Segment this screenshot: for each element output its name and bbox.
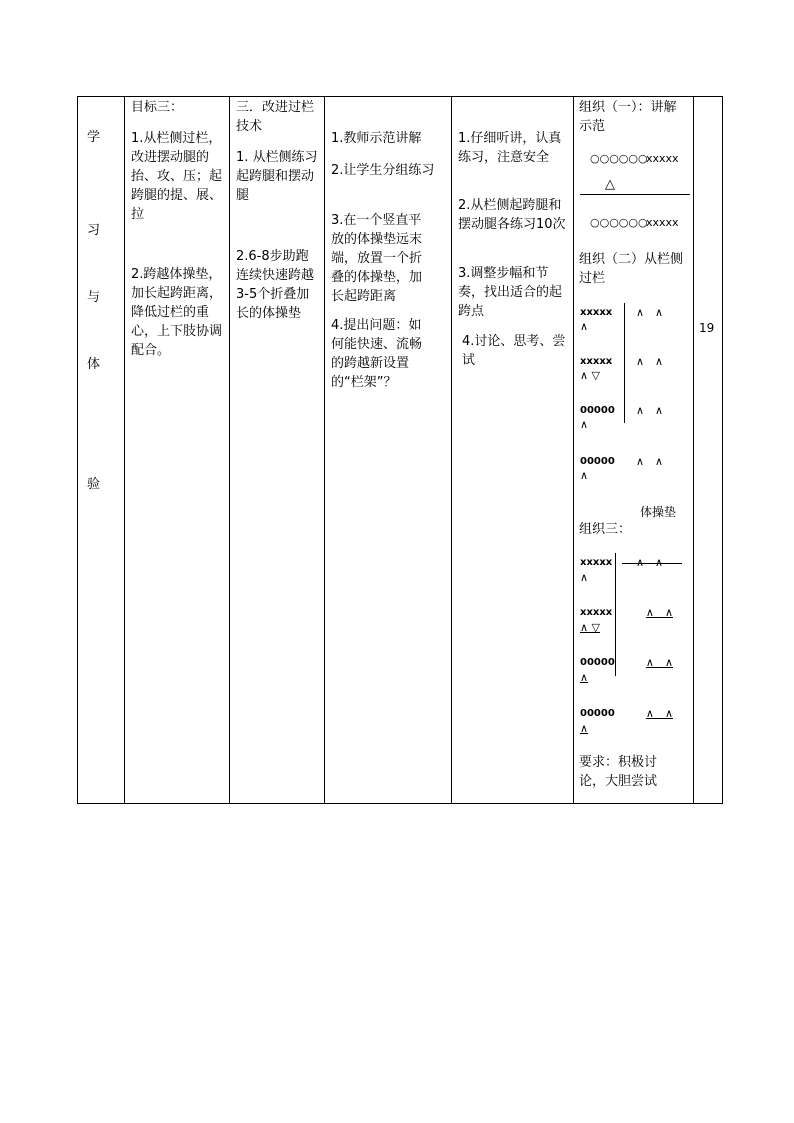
org3-row-left: 00000 xyxy=(580,708,615,719)
content-item: 1. 从栏侧练习起跨腿和摆动腿 xyxy=(236,150,318,203)
org3-row-right: ∧ ∧ xyxy=(636,556,664,569)
student-item: 4.讨论、思考、尝试 xyxy=(462,334,566,368)
lesson-plan-table xyxy=(77,96,723,804)
teacher-item: 3.在一个竖直平放的体操垫远末端，放置一个折叠的体操垫，加长起跨距离 xyxy=(331,213,423,304)
org2-row-left: 00000 xyxy=(580,456,615,467)
org2-row-left: xxxxx xyxy=(580,356,613,367)
org2-row-right: ∧ ∧ xyxy=(636,306,664,319)
time-cell xyxy=(694,97,723,804)
org2-row-right: ∧ ∧ xyxy=(636,355,664,368)
org2-title: 组织（二）从栏侧过栏 xyxy=(579,252,684,286)
divider-line xyxy=(580,194,690,195)
org2-row-below: ∧ ▽ xyxy=(580,369,601,382)
org2-row-right: ∧ ∧ xyxy=(636,455,664,468)
section-char: 体 xyxy=(87,357,101,372)
hurdle-line xyxy=(615,553,616,676)
teacher-item: 1.教师示范讲解 xyxy=(331,131,422,146)
org3-row-right: ∧ ∧ xyxy=(645,707,673,720)
org3-row-below: ∧ xyxy=(580,671,589,684)
org2-row-below: ∧ xyxy=(580,320,589,333)
student-item: 1.仔细听讲，认真练习，注意安全 xyxy=(458,131,562,165)
org3-row-right: ∧ ∧ xyxy=(645,656,673,669)
org2-row-left: 00000 xyxy=(580,405,615,416)
table-row xyxy=(78,97,723,804)
org1-row2-left: ○○○○○○ xyxy=(590,216,648,229)
org2-row-below: ∧ xyxy=(580,469,589,482)
objectives-heading: 目标三： xyxy=(131,100,184,115)
content-item: 2.6-8步助跑连续快速跨越3-5个折叠加长的体操垫 xyxy=(236,249,315,321)
section-char: 学 xyxy=(87,130,101,145)
teacher-item: 4.提出问题：如何能快速、流畅的跨越新设置的“栏架”？ xyxy=(331,318,423,390)
teacher-triangle-icon: △ xyxy=(605,177,615,192)
student-activity-cell xyxy=(452,97,574,804)
org1-row2-right: xxxxx xyxy=(646,216,679,229)
org3-row-left: xxxxx xyxy=(580,607,613,618)
content-heading: 三．改进过栏技术 xyxy=(236,100,315,134)
time-value: 19 xyxy=(699,321,715,335)
student-item: 2.从栏侧起跨腿和摆动腿各练习10次 xyxy=(458,198,566,232)
requirement-text: 要求：积极讨论，大胆尝试 xyxy=(579,755,658,789)
org2-row-left: xxxxx xyxy=(580,307,613,318)
organization-cell xyxy=(574,97,694,804)
org3-row-left: xxxxx xyxy=(580,557,613,568)
hurdle-line xyxy=(624,303,625,423)
content-cell xyxy=(230,97,325,804)
objective-item: 2.跨越体操垫，加长起跨距离，降低过栏的重心，上下肢协调配合。 xyxy=(131,267,223,358)
org2-row-right: ∧ ∧ xyxy=(636,404,664,417)
teacher-activity-cell xyxy=(325,97,452,804)
objective-item: 1.从栏侧过栏，改进摆动腿的抬、攻、压；起跨腿的提、展、拉 xyxy=(131,131,223,222)
mat-label: 体操垫 xyxy=(640,505,677,519)
org3-row-below: ∧ xyxy=(580,722,589,735)
org3-row-left: 00000 xyxy=(580,657,615,668)
section-label-cell xyxy=(78,97,125,804)
objectives-cell xyxy=(125,97,230,804)
org3-row-below: ∧ xyxy=(580,571,589,584)
section-char: 与 xyxy=(87,290,101,305)
teacher-item: 2.让学生分组练习 xyxy=(331,163,435,178)
section-char: 习 xyxy=(87,223,101,238)
org3-row-right: ∧ ∧ xyxy=(645,606,673,619)
org2-row-below: ∧ xyxy=(580,418,589,431)
org1-row1-left: ○○○○○○ xyxy=(590,152,648,165)
org1-title: 组织（一）：讲解示范 xyxy=(579,100,677,134)
org3-row-below: ∧ ▽ xyxy=(580,621,601,634)
student-item: 3.调整步幅和节奏，找出适合的起跨点 xyxy=(458,266,563,319)
org3-title: 组织三： xyxy=(579,522,632,537)
org1-row1-right: xxxxx xyxy=(646,152,679,165)
section-char: 验 xyxy=(87,477,101,492)
